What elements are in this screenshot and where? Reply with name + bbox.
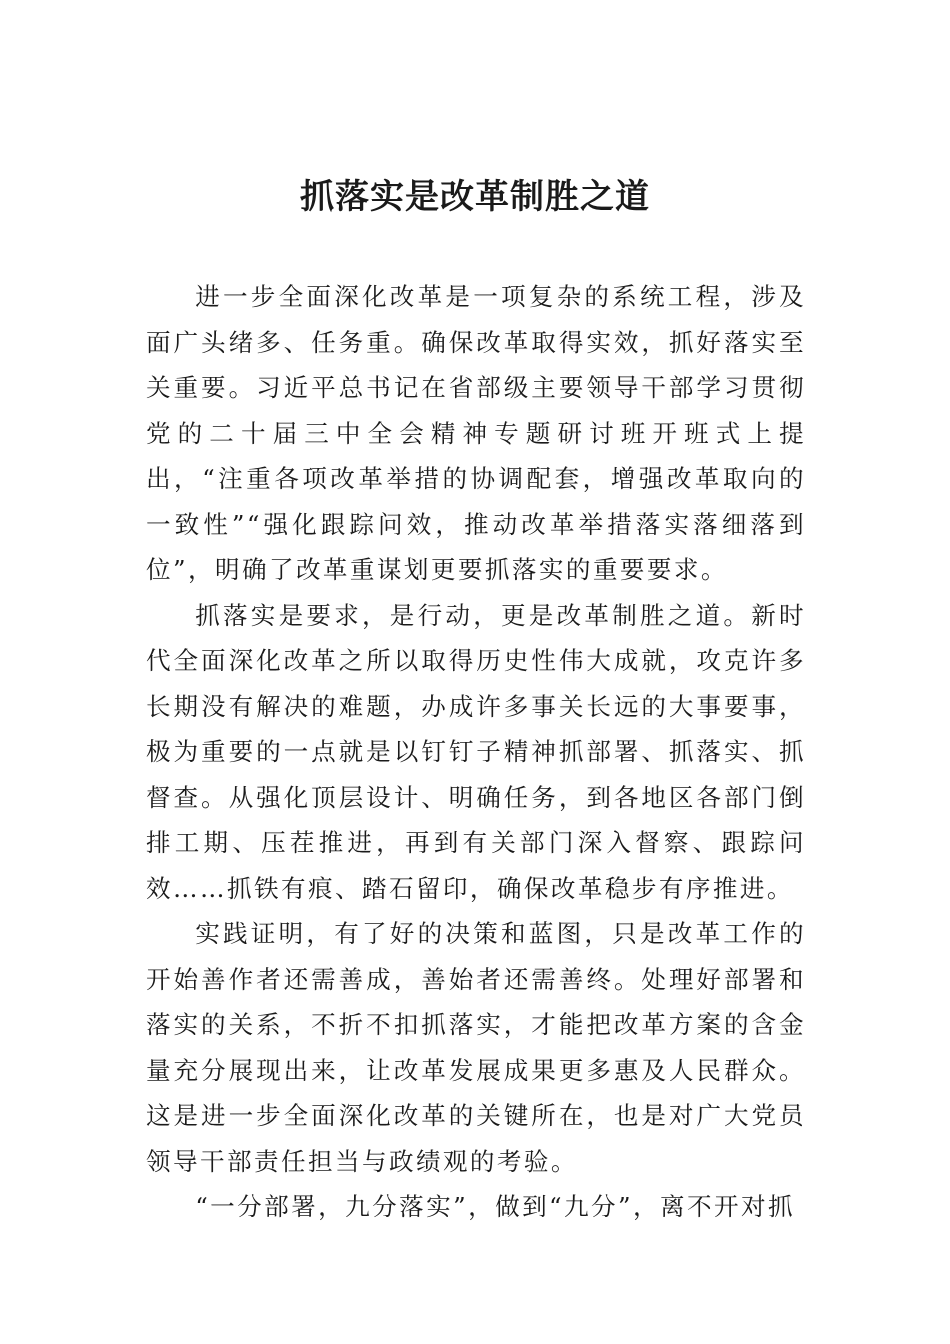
paragraph-1: 进一步全面深化改革是一项复杂的系统工程，涉及面广头绪多、任务重。确保改革取得实效，抓好落实至关重要。习近平总书记在省部级主要领导干部学习贯彻党的二十届三中全会精神专题研讨班开班式上提出，“注重各项改革举措的协调配套，增强改革取向的一致性”“强化跟踪问效，推动改革举措落实落细落到位”，明确了改革重谋划更要抓落实的重要要求。 — [146, 282, 806, 584]
paragraph-4: “一分部署，九分落实”，做到“九分”，离不开对抓 — [195, 1192, 795, 1221]
document-title: 抓落实是改革制胜之道 — [300, 177, 650, 217]
paragraph-2: 抓落实是要求，是行动，更是改革制胜之道。新时代全面深化改革之所以取得历史性伟大成就，攻克许多长期没有解决的难题，办成许多事关长远的大事要事，极为重要的一点就是以钉钉子精神抓部署、抓落实、抓督查。从强化顶层设计、明确任务，到各地区各部门倒排工期、压茬推进，再到有关部门深入督察、跟踪问效……抓铁有痕、踏石留印，确保改革稳步有序推进。 — [146, 600, 806, 903]
paragraph-3: 实践证明，有了好的决策和蓝图，只是改革工作的开始善作者还需善成，善始者还需善终。处理好部署和落实的关系，不折不扣抓落实，才能把改革方案的含金量充分展现出来，让改革发展成果更多惠及人民群众。这是进一步全面深化改革的关键所在，也是对广大党员领导干部责任担当与政绩观的考验。 — [146, 919, 806, 1176]
document-body — [146, 274, 806, 1230]
